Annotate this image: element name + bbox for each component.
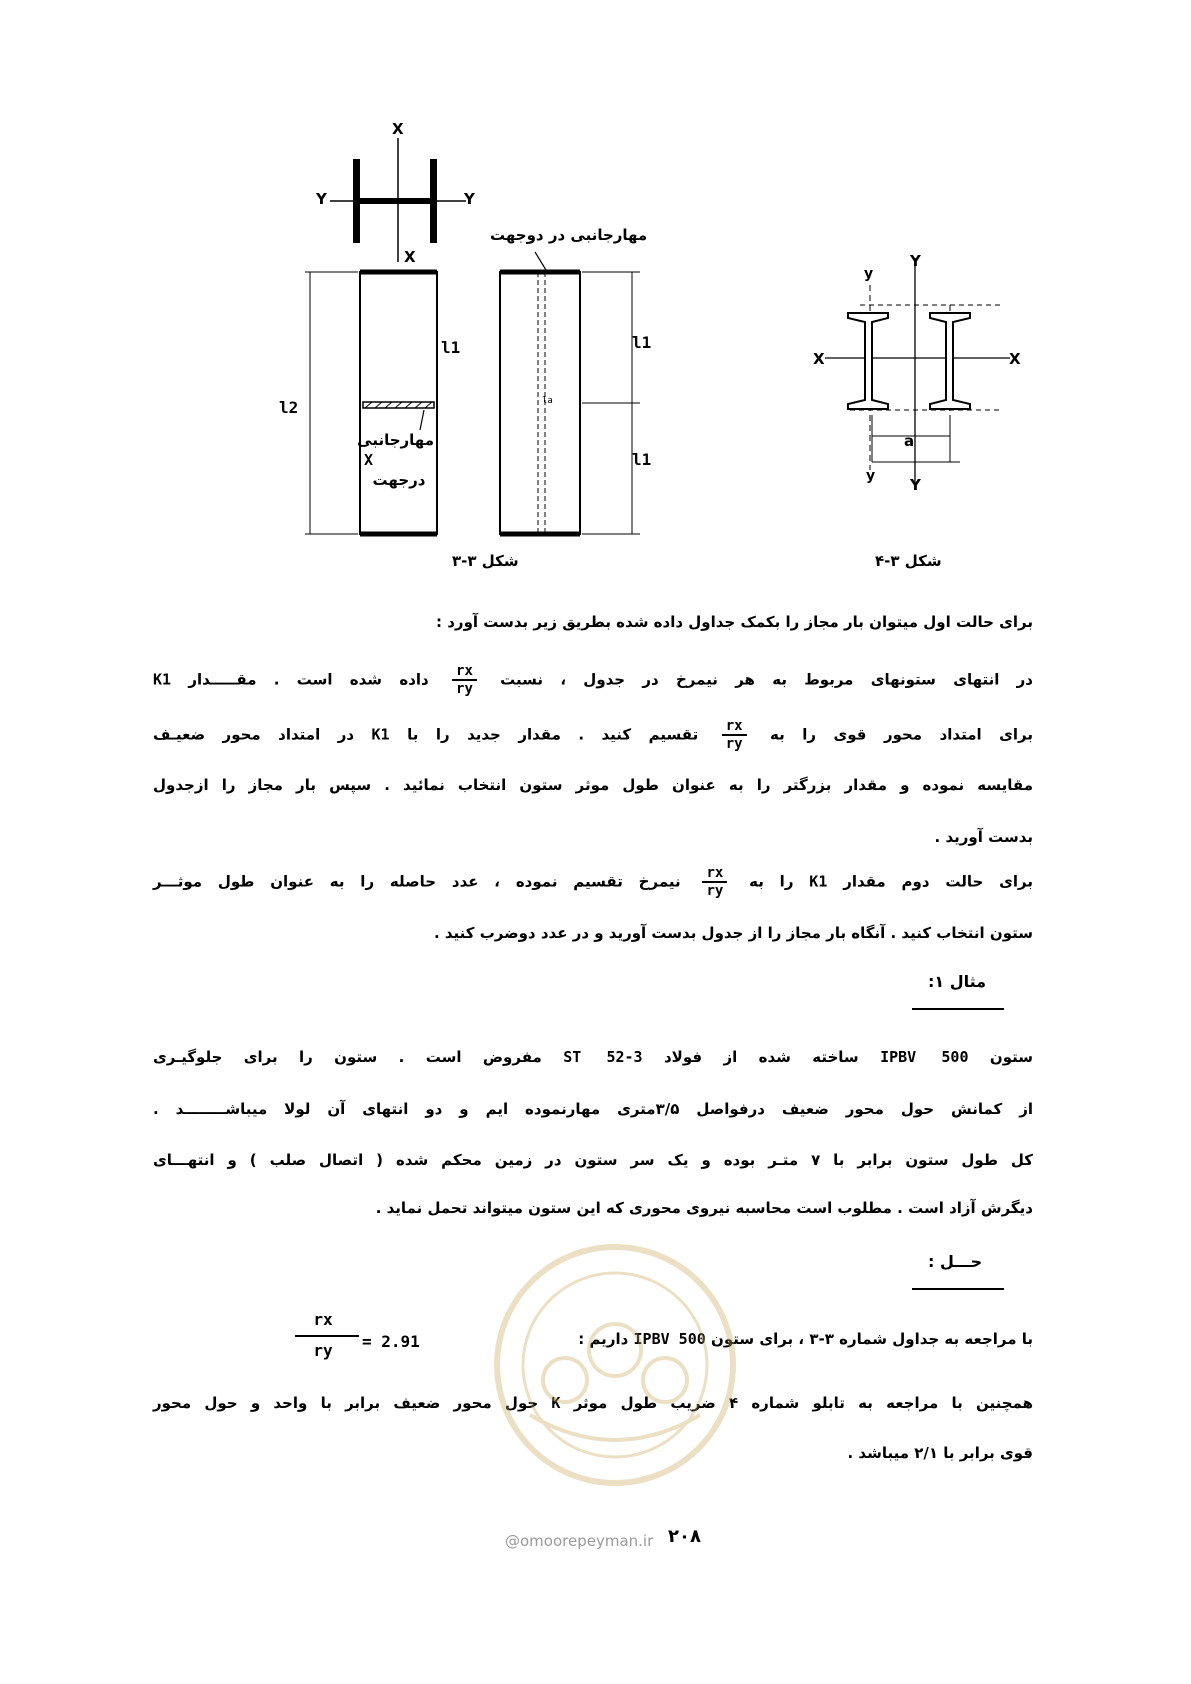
p2-text-a: در انتهای ستونهای مربوط به هر نیمرخ در جدول ، نسبت bbox=[500, 670, 1033, 689]
brace-x-line-3: درجهت bbox=[372, 471, 426, 489]
example-line-2: از کمانش حول محور ضعیف درفواصل ۳/۵متری مهارنموده ایم و دو انتهای آن لولا میباشــــــــد . bbox=[153, 1100, 1033, 1118]
sol-l2-k: K bbox=[551, 1394, 561, 1412]
p2-k1: K1 bbox=[153, 670, 172, 689]
fig3-3-brace-both-label: مهارجانبی در دوجهت bbox=[490, 226, 648, 244]
solution-line-3: قوی برابر با ۲/۱ میباشد . bbox=[847, 1444, 1033, 1462]
p6-text-b: را به bbox=[749, 872, 794, 891]
solution-heading: حـــل : bbox=[928, 1252, 983, 1271]
ex-l1-a: ستون bbox=[989, 1048, 1033, 1066]
p3-text-b: تقسیم کنید . مقدار جدید را با bbox=[407, 725, 699, 744]
p3-text-a: برای امتداد محور قوی را به bbox=[770, 725, 1033, 744]
paragraph-line-3 bbox=[153, 718, 1033, 752]
fig3-4-axis-X-right: X bbox=[1009, 350, 1021, 368]
p6-text-c: نیمرخ تقسیم نموده ، عدد حاصله را به عنوان طول موثـــر bbox=[153, 872, 681, 891]
fig3-4-axis-X-left: X bbox=[813, 350, 825, 368]
ex-l1-c: مفروض است . ستون را برای جلوگیـری bbox=[153, 1048, 542, 1066]
fig3-4-axis-y-top: y bbox=[864, 266, 874, 282]
fig3-4-axis-y-bottom: y bbox=[866, 468, 876, 484]
fig3-3-dim-l2: l2 bbox=[279, 398, 299, 417]
ratio-fraction: $\frac{rx}{ry}$ bbox=[722, 718, 747, 752]
paragraph-line-7: ستون انتخاب کنید . آنگاه بار مجاز را از جدول بدست آورید و در عدد دوضرب کنید . bbox=[433, 924, 1033, 942]
fig3-3-axis-x-top: X bbox=[392, 120, 404, 138]
p3-k1: K1 bbox=[371, 725, 390, 744]
fig3-4-dim-a: a bbox=[904, 432, 915, 450]
p6-text-a: برای حالت دوم مقدار bbox=[843, 872, 1033, 891]
paragraph-line-4: مقایسه نموده و مقدار بزرگتر را به عنوان طول موثر ستون انتخاب نمائید . سپس بار مجاز را ازجدول bbox=[153, 776, 1033, 794]
sol-l1-b: داریم : bbox=[578, 1330, 629, 1348]
figures-drawing bbox=[0, 0, 1191, 600]
paragraph-line-6 bbox=[153, 865, 1033, 899]
sol-l1-a: با مراجعه به جداول شماره ۳-۳ ، برای ستون bbox=[711, 1330, 1033, 1348]
example-heading-underline bbox=[912, 1008, 1004, 1010]
paragraph-line-1: برای حالت اول میتوان بار مجاز را بکمک جداول داده شده بطریق زیر بدست آورد : bbox=[436, 613, 1033, 631]
fig3-4-axis-Y-bottom: Y bbox=[910, 476, 921, 494]
watermark-logo-icon bbox=[490, 1240, 740, 1490]
fig3-3-dim-l1-lower: l1 bbox=[632, 450, 652, 469]
fig3-3-axis-y-left: Y bbox=[316, 190, 327, 208]
page-number: ۲۰۸ bbox=[668, 1526, 701, 1547]
ratio-fraction: $\frac{rx}{ry}$ bbox=[702, 865, 727, 899]
ex-l1-b: ساخته شده از فولاد bbox=[663, 1048, 859, 1066]
fig3-3-dim-l1-upper: l1 bbox=[632, 333, 652, 352]
fig3-3-axis-x-bottom: X bbox=[404, 248, 416, 266]
example-heading: مثال ۱: bbox=[928, 972, 987, 991]
paragraph-line-2 bbox=[153, 663, 1033, 697]
cross-section-h-shape bbox=[330, 138, 466, 262]
column-left-elevation bbox=[305, 272, 437, 534]
fig3-3-dim-l1-left: l1 bbox=[441, 338, 461, 357]
example-line-1 bbox=[153, 1042, 1033, 1072]
eq-numerator: rx bbox=[313, 1310, 333, 1329]
paragraph-line-5: بدست آورید . bbox=[934, 828, 1033, 846]
p3-text-c: در امتداد محور ضعیـف bbox=[153, 725, 355, 744]
watermark-text: @omoorepeyman.ir bbox=[505, 1532, 654, 1550]
example-line-3: کل طول ستون برابر با ۷ متـر بوده و یک سر ستون در زمین محکم شده ( اتصال صلب ) و انتهـــای bbox=[153, 1151, 1034, 1169]
fig3-3-caption: شکل ۳-۳ bbox=[452, 552, 519, 570]
sol-l1-section: IPBV 500 bbox=[633, 1330, 706, 1348]
fig3-4-axis-Y-top: Y bbox=[910, 252, 921, 270]
p6-k1: K1 bbox=[809, 872, 828, 891]
ex-l1-steel: ST 52-3 bbox=[563, 1048, 643, 1066]
sol-l2-b: حول محور ضعیف برابر با واحد و حول محور bbox=[153, 1394, 539, 1412]
fig3-3-axis-y-right: Y bbox=[464, 190, 475, 208]
p2-text-b: داده شده است . مقـــــدار bbox=[188, 670, 429, 689]
ratio-fraction: $\frac{rx}{ry}$ bbox=[452, 663, 477, 697]
eq-denominator: ry bbox=[313, 1341, 333, 1360]
solution-ratio-value: = 2.91 bbox=[362, 1332, 420, 1351]
solution-heading-underline bbox=[912, 1288, 1004, 1290]
brace-x-line-1: مهارجانبی bbox=[357, 431, 434, 449]
double-i-section bbox=[825, 258, 1010, 485]
fig3-3-center-mark: la bbox=[542, 396, 553, 406]
ex-l1-section: IPBV 500 bbox=[880, 1048, 969, 1066]
fig3-3-brace-x-label bbox=[357, 430, 434, 490]
brace-x-line-2: X bbox=[364, 451, 374, 469]
column-middle-elevation bbox=[500, 252, 640, 534]
example-line-4: دیگرش آزاد است . مطلوب است محاسبه نیروی محوری که این ستون میتواند تحمل نماید . bbox=[375, 1199, 1033, 1217]
fig3-4-caption: شکل ۳-۴ bbox=[875, 552, 942, 570]
sol-l2-a: همچنین با مراجعه به تابلو شماره ۴ ضریب طول موثر bbox=[573, 1394, 1033, 1412]
solution-ratio-fraction bbox=[295, 1310, 359, 1360]
